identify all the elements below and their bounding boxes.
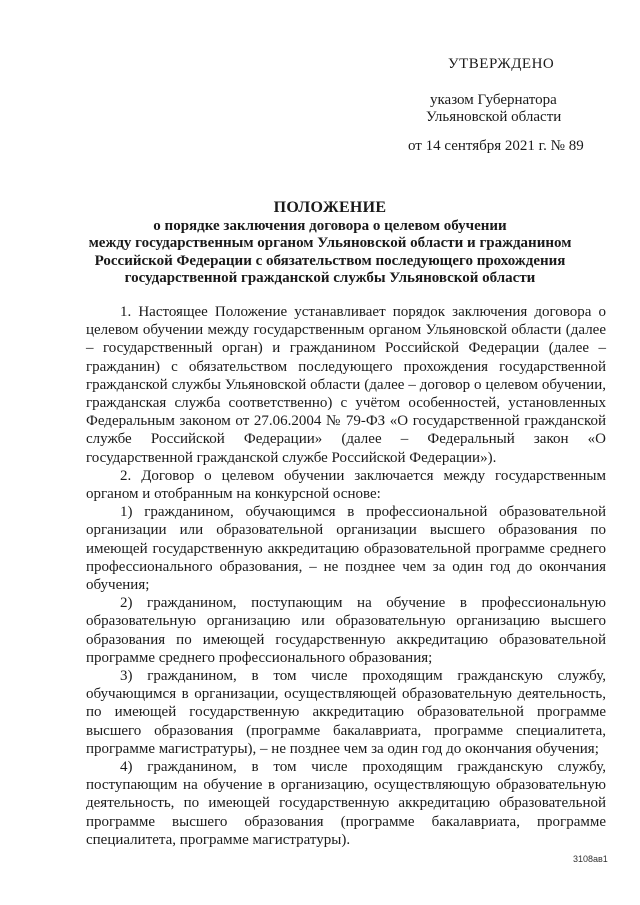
paragraph-1: 1. Настоящее Положение устанавливает порядок заключения договора о целевом обучении между государственным органом Ульяновской области (далее – государственный орган) и гражданином Российской Федерации (далее – гражданин) с обязательством последующего прохождения государственной гражданской службы Ульяновской области (далее – договор о целевом обучении, гражданская служба соответственно) с учётом особенностей, установленных Федеральным законом от 27.06.2004 № 79-ФЗ «О государственной гражданской службе Российской Федерации» (далее – Федеральный закон «О государственной гражданской службе Российской Федерации»).: [86, 304, 606, 466]
paragraph-2: 2. Договор о целевом обучении заключается между государственным органом и отобранным на конкурсной основе:: [86, 467, 606, 503]
document-subtitle-line4: государственной гражданской службы Ульяновской области: [124, 270, 536, 286]
document-subtitle-line2: между государственным органом Ульяновской области и гражданином: [88, 235, 572, 251]
decree-date: от 14 сентября 2021 г. № 89: [408, 138, 584, 154]
paragraph-2-item-1: 1) гражданином, обучающимся в профессиональной образовательной организации или образовательной организации высшего образования по имеющей государственную аккредитацию образовательной программе среднего профессионального образования, – не позднее чем за один год до окончания обучения;: [86, 504, 606, 594]
document-subtitle-line1: о порядке заключения договора о целевом обучении: [153, 217, 507, 234]
paragraph-2-item-2: 2) гражданином, поступающим на обучение в профессиональную образовательную организацию или образовательную организацию высшего образования по имеющей государственную аккредитацию образовательной программе среднего профессионального образования;: [86, 595, 606, 666]
document-body: [86, 303, 606, 849]
document-heading: [60, 199, 600, 288]
decree-issuer-line2: Ульяновской области: [426, 109, 562, 125]
paragraph-2-item-4: 4) гражданином, в том числе проходящим гражданскую службу, поступающим на обучение в организацию, осуществляющую образовательную деятельность, по имеющей государственную аккредитацию образовательной программе высшего образования (программе бакалавриата, программе специалитета, программе магистратуры).: [86, 759, 606, 848]
decree-issuer-line1: указом Губернатора: [430, 92, 557, 108]
document-subtitle-line3: Российской Федерации с обязательством последующего прохождения: [94, 252, 566, 269]
approved-label: УТВЕРЖДЕНО: [448, 56, 555, 72]
footer-code: 3108ав1: [573, 854, 608, 864]
paragraph-2-item-3: 3) гражданином, в том числе проходящим гражданскую службу, обучающимся в организации, осуществляющей образовательную деятельность, по имеющей государственную аккредитацию образовательной программе высшего образования (программе бакалавриата, программе специалитета, программе магистратуры), – не позднее чем за один год до окончания обучения;: [86, 668, 606, 757]
document-title: ПОЛОЖЕНИЕ: [273, 199, 387, 216]
